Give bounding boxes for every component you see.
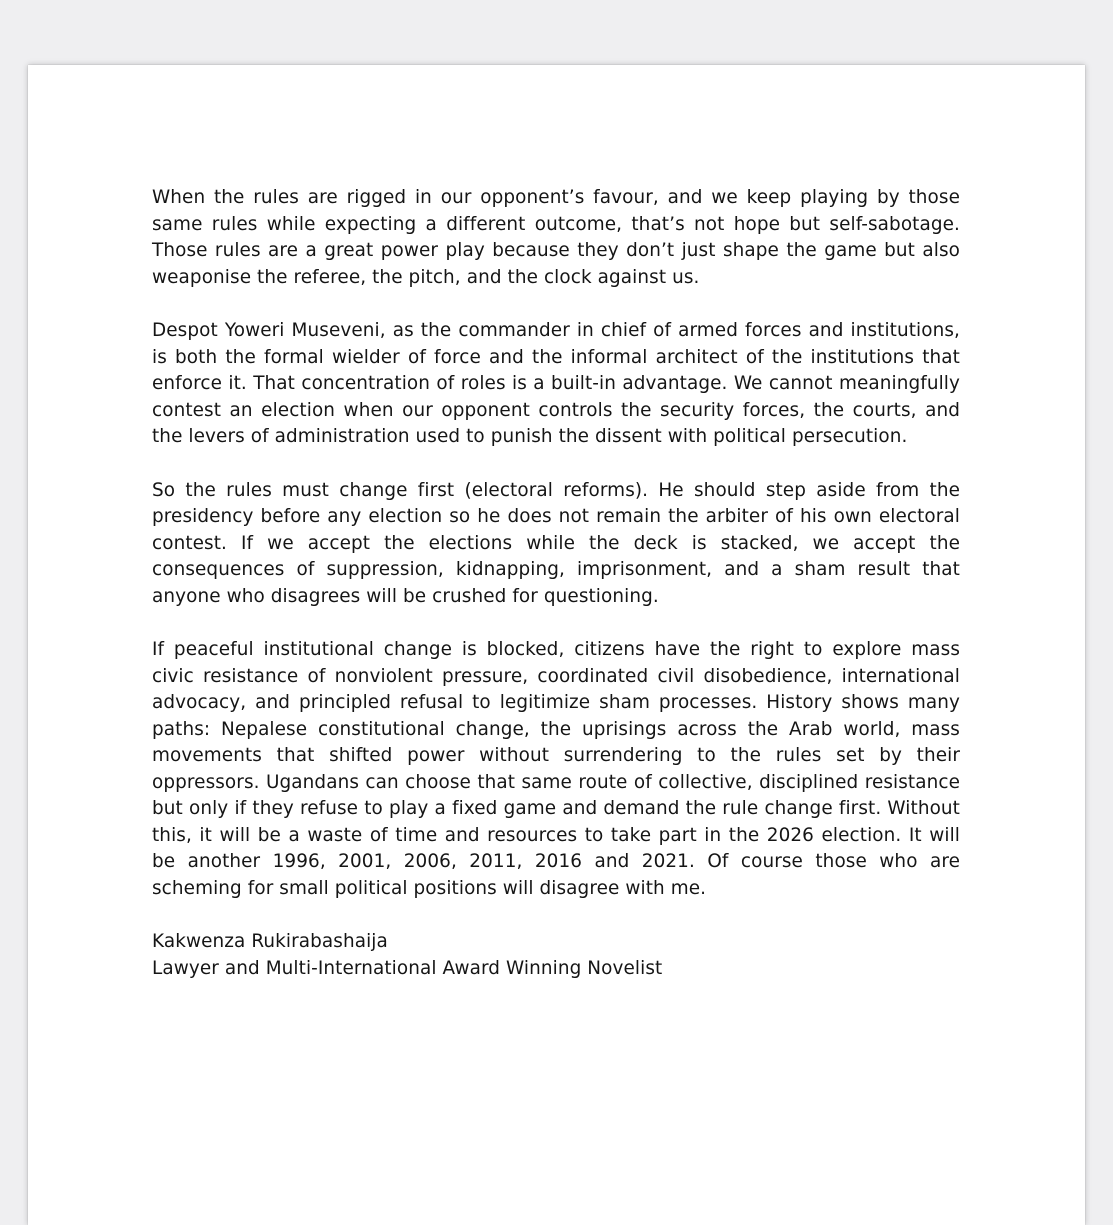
paragraph-4: If peaceful institutional change is blocked, citizens have the right to explore mass civic resistance of nonviolent pressure, coordinated civil disobedience, international advocacy, and principled refusal to legitimize sham processes. History shows many paths: Nepalese constitutional change, the uprisings across the Arab world, mass movements that shifted power without surrendering to the rules set by their oppressors. Ugandans can choose that same route of collective, disciplined resistance but only if they refuse to play a fixed game and demand the rule change first. Without this, it will be a waste of time and resources to take part in the 2026 election. It will be another 1996, 2001, 2006, 2011, 2016 and 2021. Of course those who are scheming for small political positions will disagree with me. — [152, 639, 960, 899]
author-title: Lawyer and Multi-International Award Winning Novelist — [152, 957, 663, 979]
author-name: Kakwenza Rukirabashaija — [152, 931, 388, 952]
paragraph-3: So the rules must change first (electoral reforms). He should step aside from the presidency before any election so he does not remain the arbiter of his own electoral contest. If we accept the elections while the deck is stacked, we accept the consequences of suppression, kidnapping, imprisonment, and a sham result that anyone who disagrees will be crushed for questioning. — [152, 479, 960, 607]
paragraph-1: When the rules are rigged in our opponent’s favour, and we keep playing by those same rules while expecting a different outcome, that’s not hope but self-sabotage. Those rules are a great power play because they don’t just shape the game but also weaponise the referee, the pitch, and the clock against us. — [152, 187, 960, 288]
document-body — [152, 185, 960, 982]
signature-block — [152, 929, 960, 982]
paragraph-2: Despot Yoweri Museveni, as the commander in chief of armed forces and institutions, is both the formal wielder of force and the informal architect of the institutions that enforce it. That concentration of roles is a built-in advantage. We cannot meaningfully contest an election when our opponent controls the security forces, the courts, and the levers of administration used to punish the dissent with political persecution. — [152, 320, 960, 447]
document-page — [28, 65, 1085, 1225]
